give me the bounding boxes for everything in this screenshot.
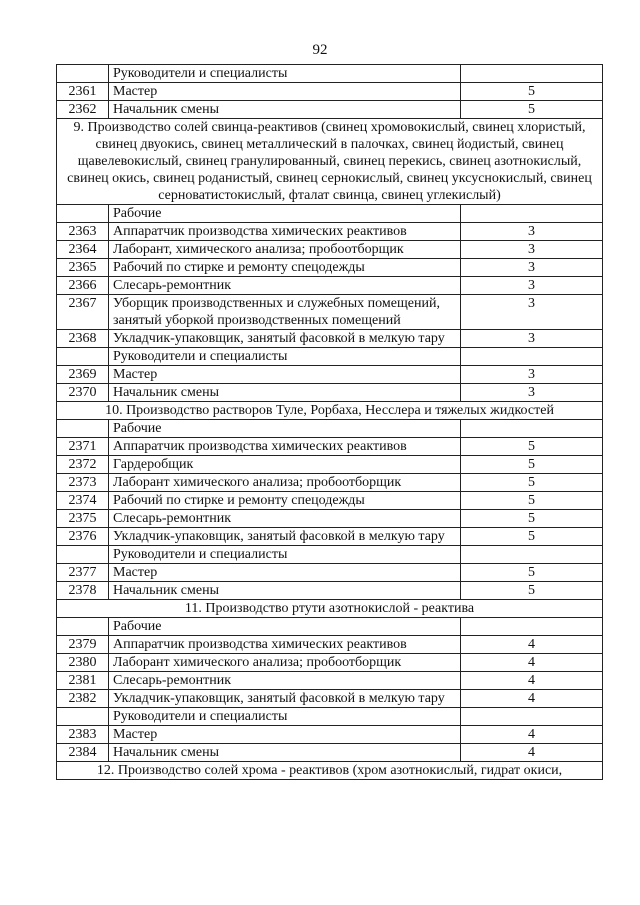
occupation-value: 3 bbox=[461, 223, 603, 241]
occupation-value: 5 bbox=[461, 474, 603, 492]
row-number bbox=[57, 618, 109, 636]
row-number: 2368 bbox=[57, 330, 109, 348]
occupation-value bbox=[461, 420, 603, 438]
table-row bbox=[57, 83, 603, 101]
occupation-name: Аппаратчик производства химических реактивов bbox=[109, 438, 461, 456]
occupation-name: Рабочий по стирке и ремонту спецодежды bbox=[109, 492, 461, 510]
table-row bbox=[57, 582, 603, 600]
occupation-value: 3 bbox=[461, 384, 603, 402]
row-number: 2362 bbox=[57, 101, 109, 119]
occupation-value: 4 bbox=[461, 744, 603, 762]
section-title: 9. Производство солей свинца-реактивов (свинец хромовокислый, свинец хлористый, свинец двуокись, свинец металлический в палочках, свинец йодистый, свинец щавелевокислый, свинец гранулированный, свинец перекись, свинец азотнокислый, свинец окись, свинец роданистый, свинец сернокислый, свинец уксуснокислый, свинец серноватистокислый, фталат свинца, свинец углекислый) bbox=[57, 119, 603, 205]
occupation-value: 3 bbox=[461, 241, 603, 259]
section-row bbox=[57, 402, 603, 420]
row-number: 2367 bbox=[57, 295, 109, 330]
row-number bbox=[57, 546, 109, 564]
table-row bbox=[57, 564, 603, 582]
occupation-name: Начальник смены bbox=[109, 101, 461, 119]
occupation-name: Начальник смены bbox=[109, 744, 461, 762]
occupation-value: 4 bbox=[461, 654, 603, 672]
occupation-value: 5 bbox=[461, 83, 603, 101]
page-number: 92 bbox=[312, 42, 328, 58]
occupation-name: Уборщик производственных и служебных помещений, занятый уборкой производственных помещений bbox=[109, 295, 461, 330]
occupation-name: Слесарь-ремонтник bbox=[109, 672, 461, 690]
table-row bbox=[57, 654, 603, 672]
occupation-value: 5 bbox=[461, 582, 603, 600]
table-row bbox=[57, 420, 603, 438]
occupation-value: 5 bbox=[461, 438, 603, 456]
occupation-value bbox=[461, 618, 603, 636]
table-row bbox=[57, 295, 603, 330]
occupation-name: Начальник смены bbox=[109, 384, 461, 402]
row-number bbox=[57, 205, 109, 223]
row-number: 2364 bbox=[57, 241, 109, 259]
table-row bbox=[57, 492, 603, 510]
occupation-name: Руководители и специалисты bbox=[109, 65, 461, 83]
table-row bbox=[57, 101, 603, 119]
row-number: 2375 bbox=[57, 510, 109, 528]
occupation-value: 3 bbox=[461, 295, 603, 330]
occupation-value: 3 bbox=[461, 277, 603, 295]
row-number: 2383 bbox=[57, 726, 109, 744]
occupation-value: 3 bbox=[461, 330, 603, 348]
row-number: 2374 bbox=[57, 492, 109, 510]
table-row bbox=[57, 708, 603, 726]
occupation-name: Гардеробщик bbox=[109, 456, 461, 474]
occupation-name: Слесарь-ремонтник bbox=[109, 510, 461, 528]
table-row bbox=[57, 618, 603, 636]
table-row bbox=[57, 744, 603, 762]
row-number: 2379 bbox=[57, 636, 109, 654]
occupation-value bbox=[461, 546, 603, 564]
section-title: 10. Производство растворов Туле, Рорбаха, Несслера и тяжелых жидкостей bbox=[57, 402, 603, 420]
table-row bbox=[57, 348, 603, 366]
row-number: 2384 bbox=[57, 744, 109, 762]
occupation-name: Аппаратчик производства химических реактивов bbox=[109, 223, 461, 241]
occupation-value: 4 bbox=[461, 672, 603, 690]
row-number bbox=[57, 708, 109, 726]
table-row bbox=[57, 241, 603, 259]
table-row bbox=[57, 510, 603, 528]
occupation-value: 5 bbox=[461, 101, 603, 119]
table-row bbox=[57, 65, 603, 83]
occupation-name: Мастер bbox=[109, 564, 461, 582]
section-title: 12. Производство солей хрома - реактивов (хром азотнокислый, гидрат окиси, bbox=[57, 762, 603, 780]
occupation-name: Аппаратчик производства химических реактивов bbox=[109, 636, 461, 654]
occupation-name: Мастер bbox=[109, 366, 461, 384]
occupation-value bbox=[461, 65, 603, 83]
occupation-value: 3 bbox=[461, 259, 603, 277]
table-row bbox=[57, 456, 603, 474]
table-row bbox=[57, 277, 603, 295]
table-row bbox=[57, 366, 603, 384]
row-number: 2382 bbox=[57, 690, 109, 708]
row-number: 2361 bbox=[57, 83, 109, 101]
occupation-name: Мастер bbox=[109, 83, 461, 101]
row-number bbox=[57, 420, 109, 438]
section-title: 11. Производство ртути азотнокислой - реактива bbox=[57, 600, 603, 618]
occupation-value bbox=[461, 348, 603, 366]
occupation-value: 3 bbox=[461, 366, 603, 384]
occupation-value: 4 bbox=[461, 690, 603, 708]
occupation-value: 4 bbox=[461, 636, 603, 654]
occupation-name: Начальник смены bbox=[109, 582, 461, 600]
occupation-name: Руководители и специалисты bbox=[109, 348, 461, 366]
row-number: 2378 bbox=[57, 582, 109, 600]
occupation-name: Укладчик-упаковщик, занятый фасовкой в мелкую тару bbox=[109, 690, 461, 708]
occupation-value bbox=[461, 708, 603, 726]
row-number: 2373 bbox=[57, 474, 109, 492]
occupation-name: Рабочий по стирке и ремонту спецодежды bbox=[109, 259, 461, 277]
table-row bbox=[57, 690, 603, 708]
occupations-table bbox=[56, 64, 603, 780]
row-number: 2363 bbox=[57, 223, 109, 241]
row-number: 2370 bbox=[57, 384, 109, 402]
table-row bbox=[57, 528, 603, 546]
occupation-value: 5 bbox=[461, 510, 603, 528]
occupation-value bbox=[461, 205, 603, 223]
occupation-name: Мастер bbox=[109, 726, 461, 744]
occupation-value: 5 bbox=[461, 528, 603, 546]
row-number: 2381 bbox=[57, 672, 109, 690]
table-row bbox=[57, 636, 603, 654]
occupation-name: Рабочие bbox=[109, 205, 461, 223]
table-row bbox=[57, 474, 603, 492]
section-row bbox=[57, 119, 603, 205]
table-row bbox=[57, 259, 603, 277]
occupation-value: 5 bbox=[461, 564, 603, 582]
occupation-name: Укладчик-упаковщик, занятый фасовкой в мелкую тару bbox=[109, 330, 461, 348]
section-row bbox=[57, 600, 603, 618]
occupation-name: Руководители и специалисты bbox=[109, 546, 461, 564]
table-row bbox=[57, 726, 603, 744]
row-number: 2377 bbox=[57, 564, 109, 582]
occupation-name: Лаборант химического анализа; пробоотборщик bbox=[109, 474, 461, 492]
row-number bbox=[57, 65, 109, 83]
occupation-value: 5 bbox=[461, 492, 603, 510]
occupation-name: Рабочие bbox=[109, 420, 461, 438]
occupation-name: Рабочие bbox=[109, 618, 461, 636]
table-row bbox=[57, 330, 603, 348]
row-number: 2372 bbox=[57, 456, 109, 474]
table-row bbox=[57, 384, 603, 402]
row-number bbox=[57, 348, 109, 366]
table-row bbox=[57, 546, 603, 564]
row-number: 2369 bbox=[57, 366, 109, 384]
occupation-name: Слесарь-ремонтник bbox=[109, 277, 461, 295]
row-number: 2371 bbox=[57, 438, 109, 456]
occupation-name: Лаборант, химического анализа; пробоотборщик bbox=[109, 241, 461, 259]
section-row bbox=[57, 762, 603, 780]
occupation-value: 4 bbox=[461, 726, 603, 744]
table-row bbox=[57, 205, 603, 223]
table-row bbox=[57, 438, 603, 456]
occupation-name: Руководители и специалисты bbox=[109, 708, 461, 726]
occupation-value: 5 bbox=[461, 456, 603, 474]
occupation-name: Лаборант химического анализа; пробоотборщик bbox=[109, 654, 461, 672]
table-row bbox=[57, 672, 603, 690]
row-number: 2366 bbox=[57, 277, 109, 295]
row-number: 2380 bbox=[57, 654, 109, 672]
table-row bbox=[57, 223, 603, 241]
row-number: 2365 bbox=[57, 259, 109, 277]
occupation-name: Укладчик-упаковщик, занятый фасовкой в мелкую тару bbox=[109, 528, 461, 546]
row-number: 2376 bbox=[57, 528, 109, 546]
